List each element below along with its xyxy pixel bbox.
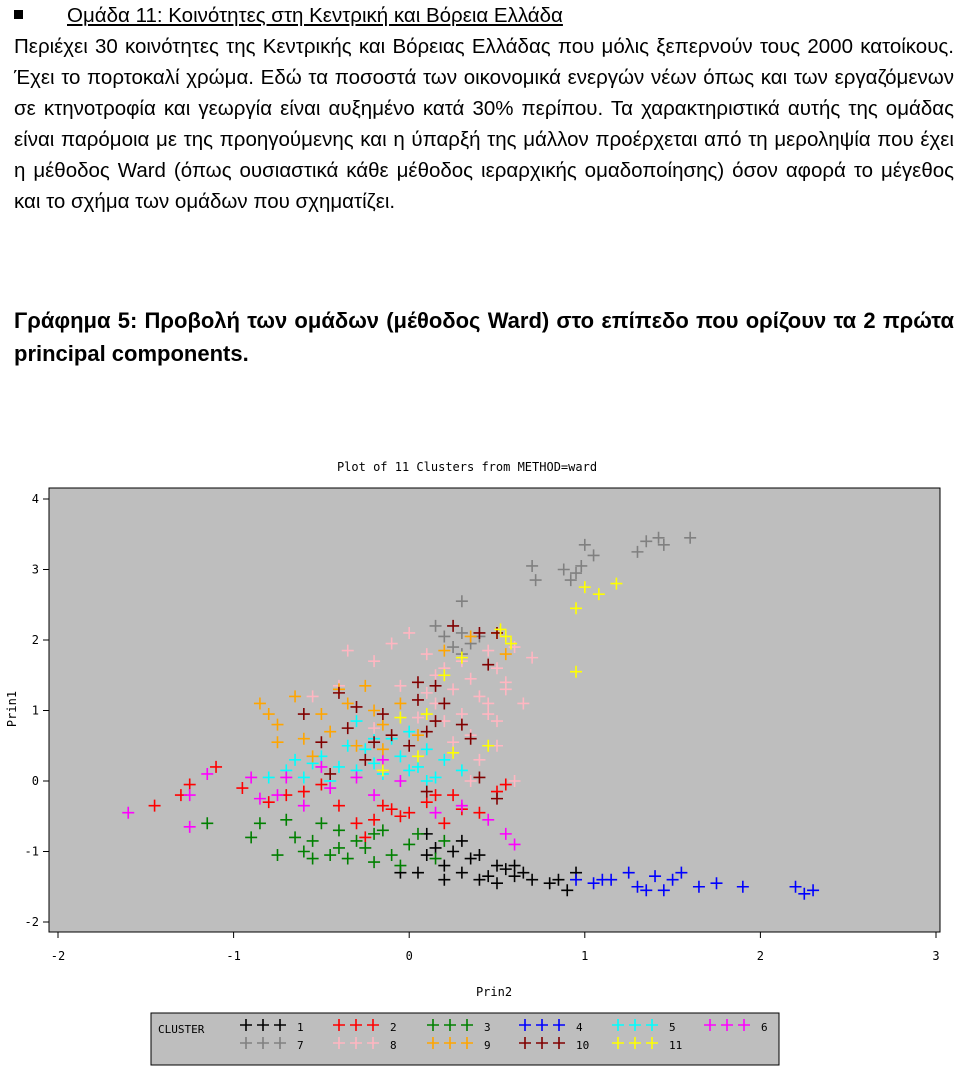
chart-title: Plot of 11 Clusters from METHOD=ward	[336, 460, 598, 474]
legend-label-cluster-6: 6	[761, 1021, 768, 1034]
y-tick-label: 4	[31, 492, 39, 506]
x-tick-label: -1	[226, 949, 241, 963]
legend-label-cluster-4: 4	[576, 1021, 583, 1034]
x-tick-label: 0	[405, 949, 413, 963]
section-paragraph: Περιέχει 30 κοινότητες της Κεντρικής και Βόρειας Ελλάδας που μόλις ξεπερνούν τους 2000 κατοίκους. Έχει το πορτοκαλί χρώμα. Εδώ τα ποσοστά των οικονομικά ενεργών νέων όπως και των εργαζόμενων σε κτηνοτροφία και γεωργία είναι αυξημένο κατά 30% περίπου. Τα χαρακτηριστικά αυτής της ομάδας είναι παρόμοια με της προηγούμενης και η ύπαρξή της μάλλον προέρχεται από τη μεροληψία που έχει η μέθοδος Ward (όπως ουσιαστικά κάθε μέθοδος ιεραρχικής ομαδοποίησης) όσον αφορά το μέγεθος και το σχήμα των ομάδων που σχηματίζει.	[14, 35, 954, 213]
legend-label-cluster-2: 2	[390, 1021, 397, 1034]
y-tick-label: -2	[24, 915, 39, 929]
y-tick-label: 0	[31, 774, 39, 788]
y-tick-label: 2	[31, 633, 39, 647]
legend-label-cluster-10: 10	[576, 1039, 590, 1052]
legend-title: CLUSTER	[158, 1023, 205, 1036]
legend-label-cluster-9: 9	[484, 1039, 491, 1052]
legend-label-cluster-1: 1	[297, 1021, 304, 1034]
x-tick-label: 2	[756, 949, 765, 963]
figure-caption: Γράφημα 5: Προβολή των ομάδων (μέθοδος Ward) στο επίπεδο που ορίζουν τα 2 πρώτα principal components.	[14, 308, 954, 366]
legend-label-cluster-11: 11	[669, 1039, 683, 1052]
legend-label-cluster-3: 3	[484, 1021, 491, 1034]
y-tick-label: -1	[24, 844, 39, 859]
x-axis-label: Prin2	[475, 985, 513, 999]
x-tick-label: -2	[50, 949, 66, 963]
y-tick-label: 3	[31, 562, 39, 577]
x-tick-label: 3	[932, 949, 940, 963]
legend-label-cluster-5: 5	[669, 1021, 676, 1034]
section-heading: Ομάδα 11: Κοινότητες στη Κεντρική και Βόρεια Ελλάδα	[67, 4, 563, 27]
x-tick-label: 1	[581, 949, 589, 963]
y-tick-label: 1	[31, 703, 39, 718]
legend-label-cluster-8: 8	[390, 1039, 397, 1052]
y-axis-label: Prin1	[5, 690, 19, 728]
legend-label-cluster-7: 7	[297, 1039, 304, 1052]
